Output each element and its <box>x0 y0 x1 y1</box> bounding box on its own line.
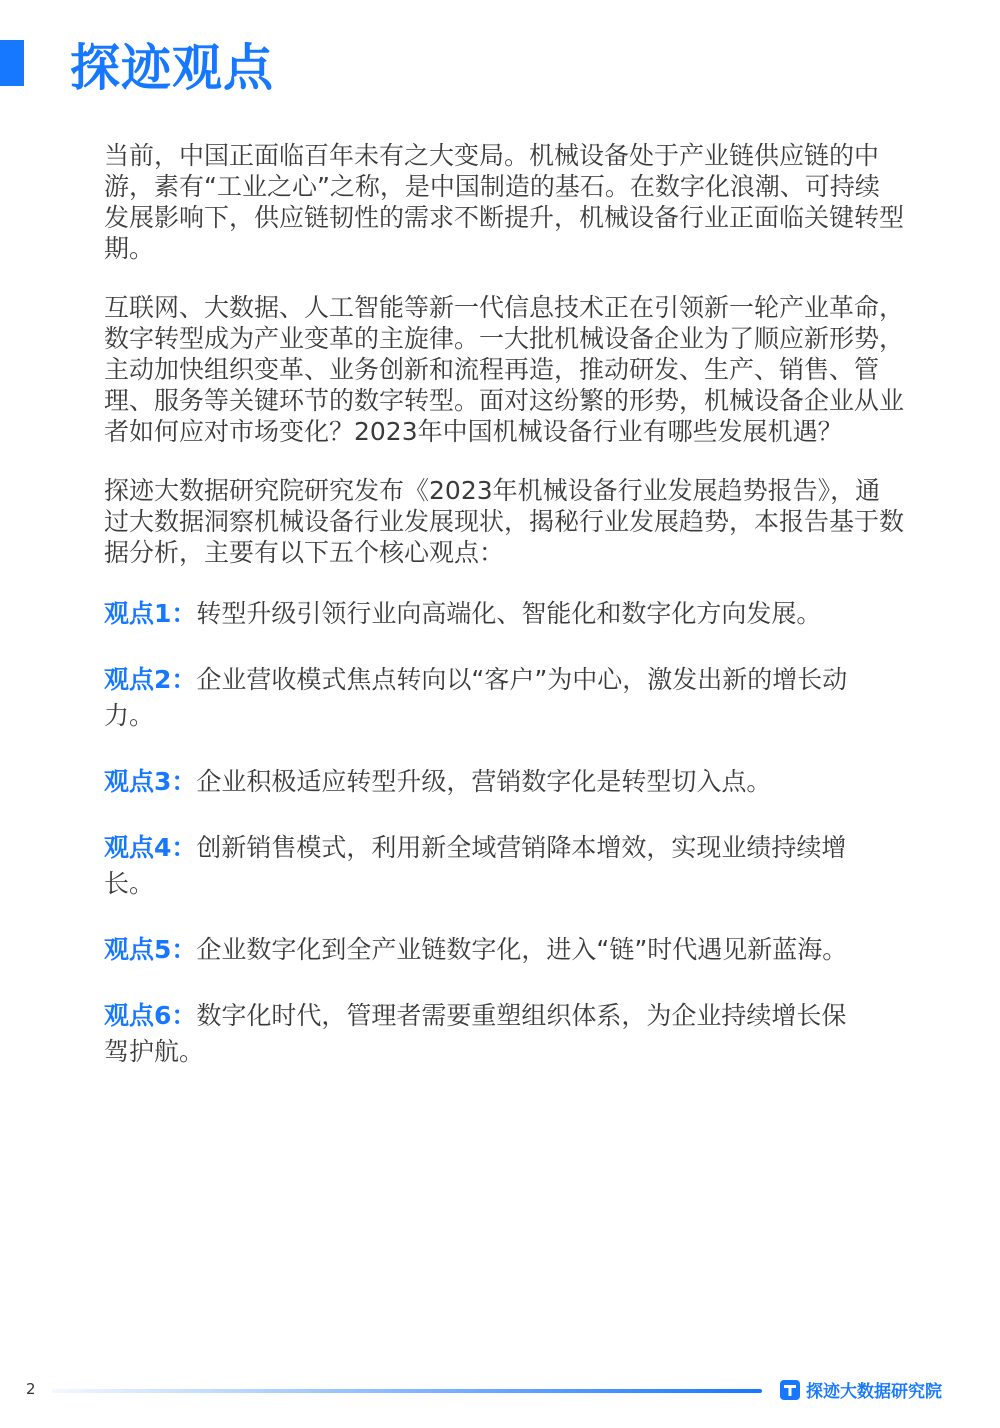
viewpoint-item-6 <box>104 998 854 1070</box>
viewpoint-label: 观点6： <box>104 1001 197 1030</box>
page-title: 探迹观点 <box>70 39 274 97</box>
viewpoint-text: 转型升级引领行业向高端化、智能化和数字化方向发展。 <box>196 599 822 628</box>
footer-brand <box>780 1377 942 1402</box>
viewpoint-list <box>104 596 904 1070</box>
brand-logo-icon <box>780 1380 800 1400</box>
viewpoint-text: 企业营收模式焦点转向以“客户”为中心，激发出新的增长动力。 <box>104 665 848 730</box>
viewpoint-label: 观点5： <box>104 935 197 964</box>
viewpoint-item-2 <box>104 662 854 734</box>
viewpoint-label: 观点2： <box>104 665 197 694</box>
viewpoint-label: 观点3： <box>104 767 197 796</box>
brand-name: 探迹大数据研究院 <box>806 1382 942 1402</box>
intro-paragraph-1: 当前，中国正面临百年未有之大变局。机械设备处于产业链供应链的中游，素有“工业之心”之称，是中国制造的基石。在数字化浪潮、可持续发展影响下，供应链韧性的需求不断提升，机械设备行业正面临关键转型期。 <box>104 141 905 263</box>
main-content <box>104 140 904 1100</box>
intro-paragraph-2: 互联网、大数据、人工智能等新一代信息技术正在引领新一轮产业革命，数字转型成为产业变革的主旋律。一大批机械设备企业为了顺应新形势，主动加快组织变革、业务创新和流程再造，推动研发、生产、销售、管理、服务等关键环节的数字转型。面对这纷繁的形势，机械设备企业从业者如何应对市场变化？2023年中国机械设备行业有哪些发展机遇？ <box>104 293 905 446</box>
footer-divider <box>52 1389 762 1393</box>
page-footer <box>0 1372 1000 1412</box>
viewpoint-text: 创新销售模式，利用新全域营销降本增效，实现业绩持续增长。 <box>104 833 847 898</box>
viewpoint-label: 观点1： <box>104 599 197 628</box>
viewpoint-item-5 <box>104 932 854 968</box>
intro-paragraph-3: 探迹大数据研究院研究发布《2023年机械设备行业发展趋势报告》，通过大数据洞察机械设备行业发展现状，揭秘行业发展趋势，本报告基于数据分析，主要有以下五个核心观点： <box>104 476 905 567</box>
page-number: 2 <box>26 1380 36 1398</box>
viewpoint-text: 企业积极适应转型升级，营销数字化是转型切入点。 <box>196 767 772 796</box>
viewpoint-item-3 <box>104 764 854 800</box>
viewpoint-item-1 <box>104 596 854 632</box>
viewpoint-label: 观点4： <box>104 833 197 862</box>
viewpoint-item-4 <box>104 830 854 902</box>
viewpoint-text: 数字化时代，管理者需要重塑组织体系，为企业持续增长保驾护航。 <box>104 1001 847 1066</box>
viewpoint-text: 企业数字化到全产业链数字化，进入“链”时代遇见新蓝海。 <box>196 935 848 964</box>
title-accent-bar <box>0 40 24 86</box>
